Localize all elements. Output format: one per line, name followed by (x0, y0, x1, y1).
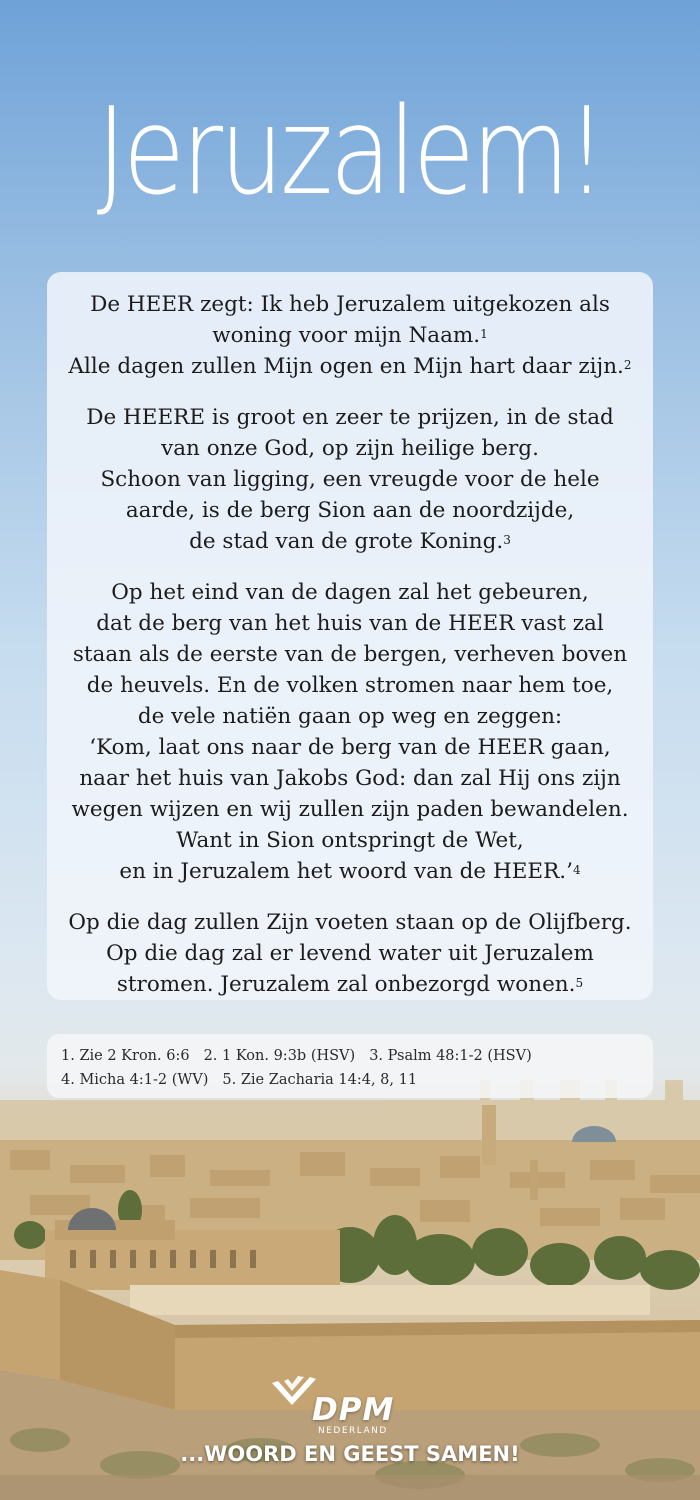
footnote-ref: 3 (503, 533, 511, 547)
paragraph-3 (53, 577, 647, 887)
text-line: woning voor mijn Naam.$^1$ (212, 323, 488, 348)
text-line: aarde, is de berg Sion aan de noordzijde, (125, 498, 575, 523)
logo-wordmark: DPM (312, 1392, 395, 1428)
text-line: De HEERE is groot en zeer te prijzen, in de stad (86, 405, 614, 430)
footnote-item: 5. Zie Zacharia 14:4, 8, 11 (222, 1072, 418, 1088)
text-line: de heuvels. En de volken stromen naar hem toe, (86, 673, 614, 698)
footnote-item: 3. Psalm 48:1-2 (HSV) (369, 1048, 532, 1064)
page-title: Jeruzalem! (96, 83, 604, 222)
text-line: Op die dag zal er levend water uit Jeruzalem (106, 941, 594, 966)
scripture-card (47, 272, 653, 1000)
text-line: van onze God, op zijn heilige berg. (161, 436, 539, 461)
footnote-ref: 2 (623, 358, 632, 372)
text-line: de vele natiën gaan op weg en zeggen: (137, 704, 563, 729)
footnote-item: 1. Zie 2 Kron. 6:6 (61, 1048, 190, 1064)
footnote-ref: 5 (575, 976, 584, 990)
text-line: Op het eind van de dagen zal het gebeuren, (111, 580, 589, 605)
text-line: wegen wijzen en wij zullen zijn paden bewandelen. (71, 797, 629, 822)
text-line: de stad van de grote Koning.$^3$ (189, 529, 511, 554)
text-line: Schoon van ligging, een vreugde voor de hele (100, 467, 600, 492)
tagline: ...WOORD EN GEEST SAMEN! (180, 1442, 520, 1466)
footnote-item: 4. Micha 4:1-2 (WV) (61, 1072, 209, 1088)
paragraph-2 (53, 402, 647, 557)
text-line: staan als de eerste van de bergen, verheven boven (72, 642, 628, 667)
jerusalem-cityscape-illustration (0, 1080, 700, 1500)
footnote-ref: 1 (480, 327, 488, 341)
footnote-item: 2. 1 Kon. 9:3b (HSV) (203, 1048, 356, 1064)
text-line: Alle dagen zullen Mijn ogen en Mijn hart daar zijn.$^2$ (68, 354, 632, 379)
paragraph-1 (53, 289, 647, 382)
footnote-ref: 4 (572, 863, 581, 877)
footnotes-box (47, 1034, 653, 1098)
footnotes-row (61, 1044, 639, 1068)
text-line: Op die dag zullen Zijn voeten staan op de Olijfberg. (68, 910, 632, 935)
logo-subtitle: NEDERLAND (318, 1426, 388, 1436)
text-line: Want in Sion ontspringt de Wet, (176, 828, 524, 853)
text-line: stromen. Jeruzalem zal onbezorgd wonen.$^5$ (116, 972, 584, 997)
footnotes-row (61, 1068, 639, 1092)
text-line: De HEER zegt: Ik heb Jeruzalem uitgekozen als (90, 292, 610, 317)
text-line: naar het huis van Jakobs God: dan zal Hij ons zijn (79, 766, 621, 791)
paragraph-4 (53, 907, 647, 1000)
text-line: ‘Kom, laat ons naar de berg van de HEER gaan, (89, 735, 611, 760)
text-line: dat de berg van het huis van de HEER vast zal (96, 611, 604, 636)
text-line: en in Jeruzalem het woord van de HEER.’$^4$ (119, 859, 581, 884)
